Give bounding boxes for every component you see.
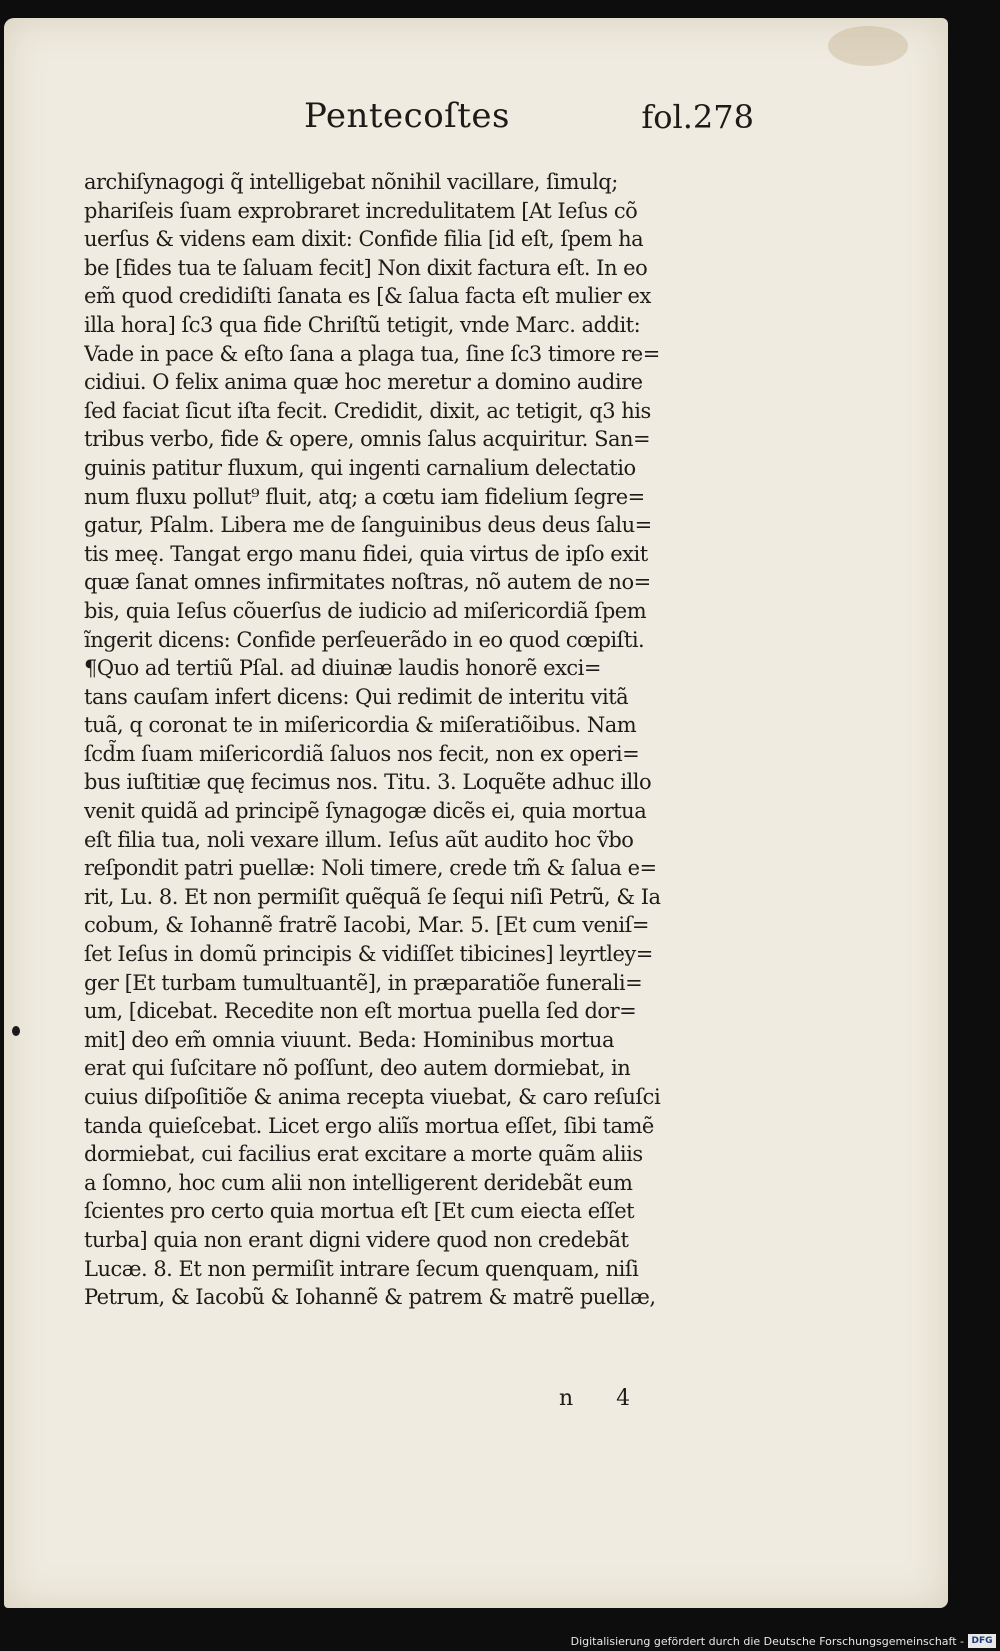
- text-line: a ſomno, hoc cum alii non intelligerent deridebãt eum: [84, 1170, 633, 1195]
- text-line: em̃ quod credidiſti ſanata es [& ſalua facta eſt mulier ex: [84, 284, 651, 309]
- footer-bar: [0, 1629, 1000, 1651]
- text-line: tuã, q coronat te in miſericordia & miſeratiõibus. Nam: [84, 713, 637, 738]
- text-line: Lucæ. 8. Et non permiſit intrare ſecum quenquam, niſi: [84, 1256, 639, 1281]
- digitization-credit: Digitalisierung gefördert durch die Deutsche Forschungsgemeinschaft -: [570, 1635, 964, 1648]
- text-line: um, [dicebat. Recedite non eſt mortua puella ſed dor=: [84, 999, 637, 1024]
- text-line: dormiebat, cui facilius erat excitare a morte quãm aliis: [84, 1142, 643, 1167]
- text-line: ſed faciat ſicut iſta fecit. Credidit, dixit, ac tetigit, q3 his: [84, 398, 651, 423]
- signature-mark: n 4: [559, 1386, 649, 1411]
- text-line: cuius diſpoſitiõe & anima recepta viuebat, & caro reſuſci: [84, 1085, 661, 1109]
- text-line: ĩngerit dicens: Confide perſeuerãdo in eo quod cœpiſti.: [84, 627, 645, 652]
- text-line: cidiui. O felix anima quæ hoc meretur a domino audire: [84, 370, 643, 395]
- paper-stain: [828, 26, 908, 66]
- text-line: uerſus & videns eam dixit: Confide filia [id eſt, ſpem ha: [84, 227, 644, 252]
- text-line: Vade in pace & eſto ſana a plaga tua, ſine ſc3 timore re=: [84, 341, 660, 366]
- margin-dot: [12, 1026, 20, 1036]
- text-line: gatur, Pſalm. Libera me de ſanguinibus deus deus ſalu=: [84, 513, 652, 538]
- text-line: ſcd̃m ſuam miſericordiã ſaluos nos fecit, non ex operi=: [84, 741, 640, 766]
- text-line: Petrum, & Iacobũ & Iohannẽ & patrem & matrẽ puellæ,: [84, 1285, 656, 1310]
- running-head: [304, 96, 754, 156]
- text-line: ¶Quo ad tertiũ Pſal. ad diuinæ laudis honorẽ exci=: [84, 656, 601, 681]
- text-line: reſpondit patri puellæ: Noli timere, crede tm̃ & ſalua e=: [84, 856, 657, 881]
- text-line: cobum, & Iohannẽ fratrẽ Iacobi, Mar. 5. [Et cum veniſ=: [84, 913, 650, 938]
- running-head-title: Pentecoſtes: [304, 96, 510, 136]
- text-line: tis meę. Tangat ergo manu fidei, quia virtus de ipſo exit: [84, 541, 648, 566]
- text-line: archiſynagogi q̃ intelligebat nõnihil vacillare, ſimulq;: [84, 170, 618, 194]
- text-line: be [fides tua te ſaluam fecit] Non dixit factura eſt. In eo: [84, 255, 648, 280]
- text-line: quæ ſanat omnes infirmitates noſtras, nõ autem de no=: [84, 570, 651, 595]
- text-line: illa hora] ſc3 qua fide Chriſtũ tetigit, vnde Marc. addit:: [84, 312, 641, 337]
- text-line: bus iuſtitiæ quę fecimus nos. Titu. 3. Loquẽte adhuc illo: [84, 770, 652, 795]
- folio-number: fol.278: [641, 98, 754, 136]
- text-line: num fluxu pollut⁹ fluit, atq; a cœtu iam fidelium ſegre=: [84, 484, 645, 509]
- text-line: erat qui ſuſcitare nõ poſſunt, deo autem dormiebat, in: [84, 1056, 631, 1081]
- text-line: venit quidã ad principẽ ſynagogæ dicẽs ei, quia mortua: [84, 799, 647, 824]
- text-line: phariſeis ſuam exprobraret incredulitatem [At Ieſus cõ: [84, 198, 638, 223]
- text-line: bis, quia Ieſus cõuerſus de iudicio ad miſericordiã ſpem: [84, 598, 647, 623]
- text-line: eſt filia tua, noli vexare illum. Ieſus aũt audito hoc ṽbo: [84, 827, 634, 852]
- body-text: [84, 168, 764, 1312]
- text-line: mit] deo em̃ omnia viuunt. Beda: Hominibus mortua: [84, 1027, 614, 1052]
- text-line: tans cauſam infert dicens: Qui redimit de interitu vitã: [84, 684, 629, 709]
- text-line: turba] quia non erant digni videre quod non credebãt: [84, 1227, 629, 1252]
- text-line: tribus verbo, fide & opere, omnis ſalus acquiritur. San=: [84, 427, 651, 452]
- text-line: ger [Et turbam tumultuantẽ], in præparatiõe funerali=: [84, 970, 643, 995]
- text-line: ſet Ieſus in domũ principis & vidiſſet tibicines] leyrtley=: [84, 942, 653, 967]
- text-line: ſcientes pro certo quia mortua eſt [Et cum eiecta eſſet: [84, 1199, 635, 1224]
- text-line: guinis patitur fluxum, qui ingenti carnalium delectatio: [84, 455, 636, 480]
- text-line: rit, Lu. 8. Et non permiſit quẽquã ſe ſequi niſi Petrũ, & Ia: [84, 884, 661, 909]
- book-page: [4, 18, 948, 1608]
- dfg-logo: DFG: [968, 1634, 996, 1648]
- text-line: tanda quieſcebat. Licet ergo aliĩs mortua eſſet, ſibi tamẽ: [84, 1113, 654, 1138]
